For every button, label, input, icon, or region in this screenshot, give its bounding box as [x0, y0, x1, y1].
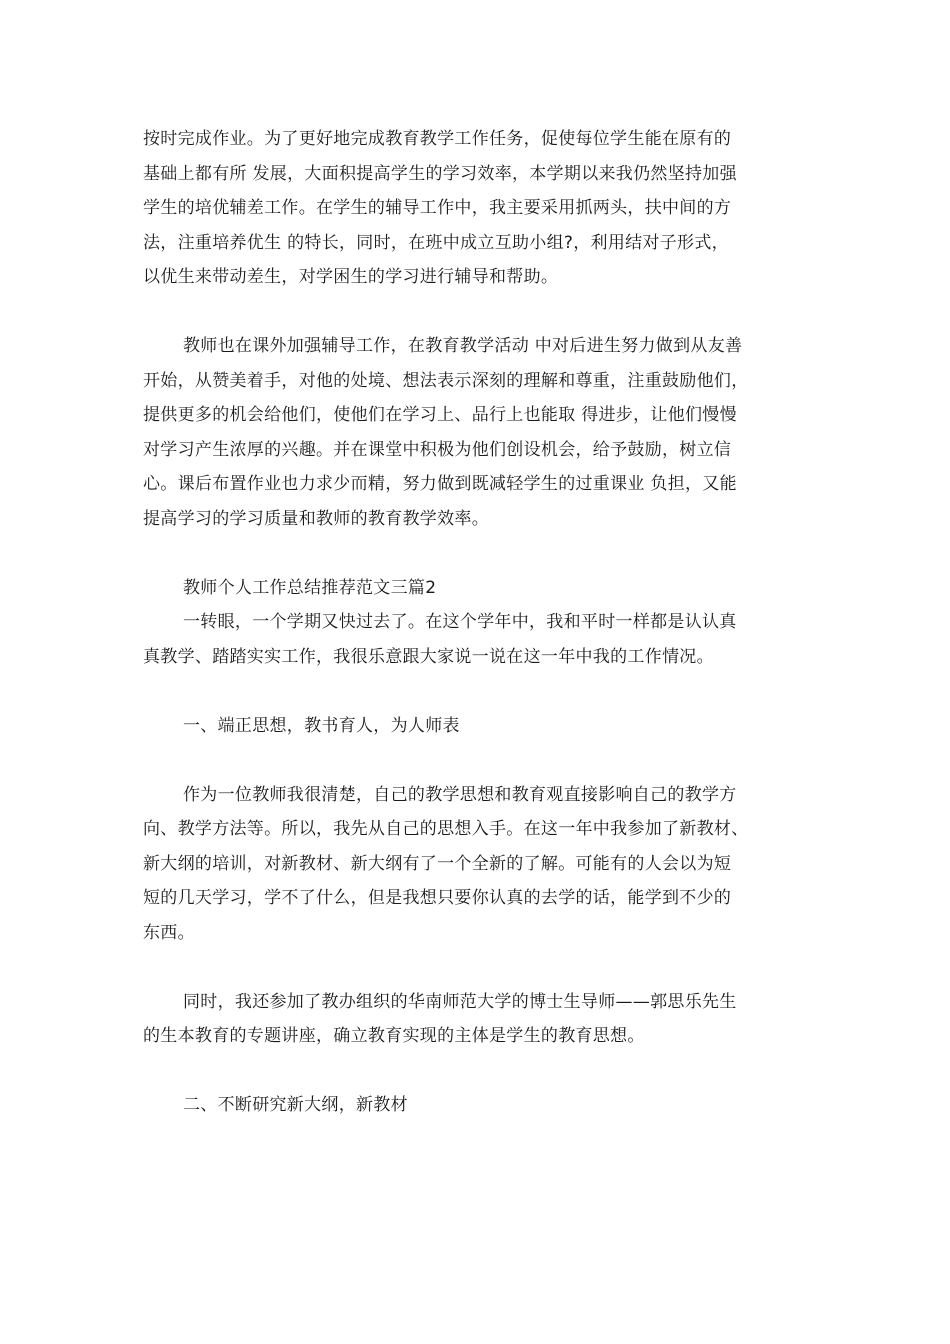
text-line: 按时完成作业。为了更好地完成教育教学工作任务，促使每位学生能在原有的 — [143, 129, 732, 149]
text-line: 短的几天学习，学不了什么，但是我想只要你认真的去学的话，能学到不少的 — [143, 888, 732, 908]
text-line: 一、端正思想，教书育人，为人师表 — [183, 715, 460, 736]
text-line: 对学习产生浓厚的兴趣。并在课堂中积极为他们创设机会，给予鼓励，树立信 — [143, 439, 732, 460]
paragraph-gap — [143, 950, 823, 985]
text-line: 的生本教育的专题讲座，确立教育实现的主体是学生的教育思想。 — [143, 1026, 645, 1046]
paragraph-4 — [143, 778, 823, 951]
paragraph-gap — [143, 743, 823, 778]
text-line: 教师个人工作总结推荐范文三篇2 — [183, 577, 437, 598]
text-line: 向、教学方法等。所以，我先从自己的思想入手。在这一年中我参加了新教材、 — [143, 819, 749, 839]
paragraph-5 — [143, 985, 823, 1054]
text-line: 学生的培优辅差工作。在学生的辅导工作中，我主要采用抓两头，扶中间的方 — [143, 198, 732, 218]
section-heading-article-2 — [143, 571, 823, 606]
text-line: 一转眼，一个学期又快过去了。在这个学年中，我和平时一样都是认认真 — [183, 612, 737, 632]
paragraph-gap — [143, 1054, 823, 1089]
text-line: 开始，从赞美着手，对他的处境、想法表示深刻的理解和尊重，注重鼓励他们， — [143, 370, 749, 391]
text-line: 东西。 — [143, 922, 195, 943]
paragraph-gap — [143, 536, 823, 571]
text-line: 二、不断研究新大纲，新教材 — [183, 1095, 408, 1115]
text-line: 以优生来带动差生，对学困生的学习进行辅导和帮助。 — [143, 267, 559, 287]
paragraph-3 — [143, 605, 823, 674]
text-line: 同时，我还参加了教办组织的华南师范大学的博士生导师——郭思乐先生 — [183, 991, 737, 1012]
text-line: 新大纲的培训，对新教材、新大纲有了一个全新的了解。可能有的人会以为短 — [143, 853, 732, 874]
paragraph-gap — [143, 674, 823, 709]
paragraph-gap — [143, 295, 823, 330]
text-line: 基础上都有所 发展，大面积提高学生的学习效率，本学期以来我仍然坚持加强 — [143, 163, 737, 184]
text-line: 法，注重培养优生 的特长，同时，在班中成立互助小组?，利用结对子形式， — [143, 232, 729, 253]
text-line: 心。课后布置作业也力求少而精，努力做到既减轻学生的过重课业 负担，又能 — [143, 474, 737, 494]
text-line: 作为一位教师我很清楚，自己的教学思想和教育观直接影响自己的教学方 — [183, 784, 737, 805]
section-heading-2 — [143, 1088, 823, 1123]
paragraph-1 — [143, 122, 823, 295]
text-line: 提供更多的机会给他们，使他们在学习上、品行上也能取 得进步，让他们慢慢 — [143, 405, 737, 425]
text-line: 提高学习的学习质量和教师的教育教学效率。 — [143, 508, 489, 529]
section-heading-1 — [143, 709, 823, 744]
text-line: 教师也在课外加强辅导工作，在教育教学活动 中对后进生努力做到从友善 — [183, 336, 743, 356]
text-line: 真教学、踏踏实实工作，我很乐意跟大家说一说在这一年中我的工作情况。 — [143, 646, 714, 667]
document-body — [143, 122, 823, 1123]
paragraph-2 — [143, 329, 823, 536]
